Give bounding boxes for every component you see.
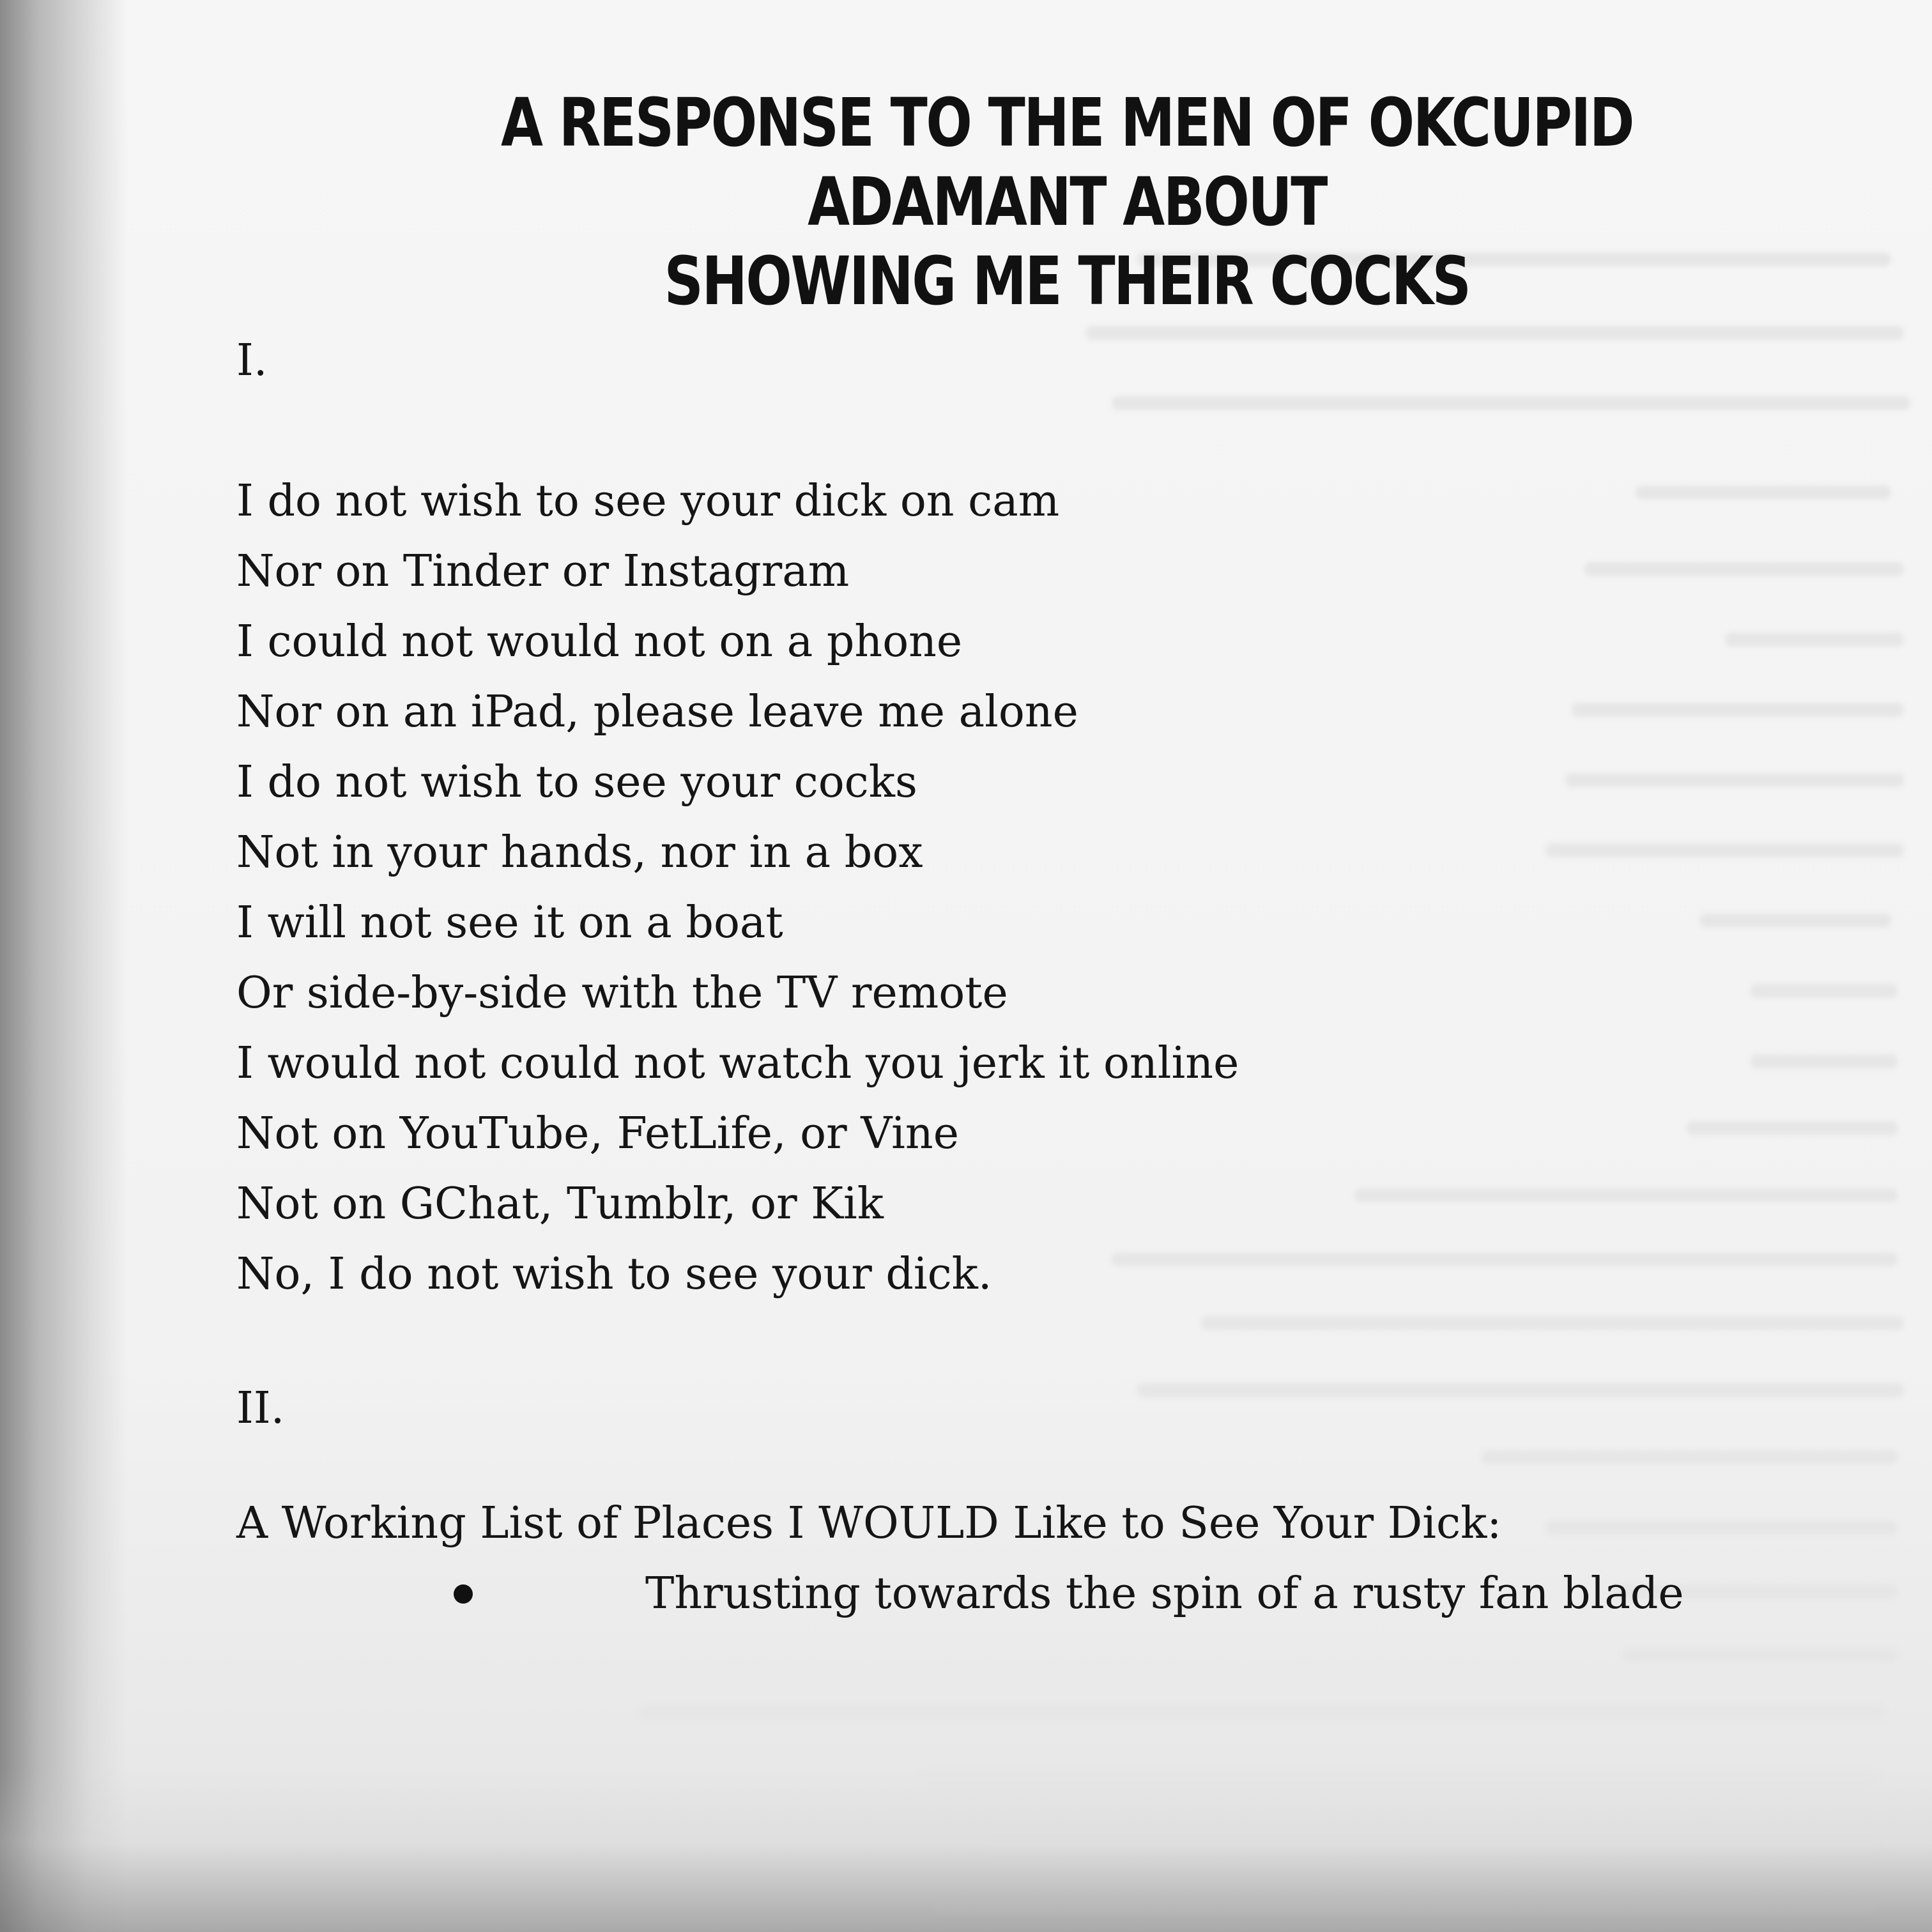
title-line-1: A RESPONSE TO THE MEN OF OKCUPID ADAMANT ABOUT [500,83,1634,241]
verse-line: Nor on Tinder or Instagram [236,546,850,597]
poem-title [438,83,1696,321]
page-gutter-shadow [0,0,128,1932]
verse-line: Not on GChat, Tumblr, or Kik [236,1179,884,1229]
verse-line: I will not see it on a boat [236,898,783,948]
verse-line: Not in your hands, nor in a box [236,827,923,878]
verse-line: I do not wish to see your dick on cam [236,476,1060,526]
page-bottom-shadow [0,1766,1932,1932]
verse-line: I do not wish to see your cocks [236,757,917,808]
poem-body [236,326,1684,1629]
verse-line: Or side-by-side with the TV remote [236,968,1008,1018]
verse-line: I would not could not watch you jerk it online [236,1038,1239,1089]
verse-line: No, I do not wish to see your dick. [236,1249,992,1300]
list-item-text: Thrusting towards the spin of a rusty fan blade [645,1568,1684,1619]
section-numeral-2: II. [236,1383,285,1434]
verse-line: Not on YouTube, FetLife, or Vine [236,1108,959,1159]
verse-line: I could not would not on a phone [236,617,963,667]
section-numeral-1: I. [236,335,268,386]
verse-section-1 [236,466,1642,1310]
title-line-2: SHOWING ME THEIR COCKS [664,241,1470,320]
verse-line: Nor on an iPad, please leave me alone [236,687,1078,737]
bullet-icon [454,1584,473,1604]
list-item [236,1559,1684,1629]
list-heading: A Working List of Places I WOULD Like to See Your Dick: [236,1498,1502,1549]
